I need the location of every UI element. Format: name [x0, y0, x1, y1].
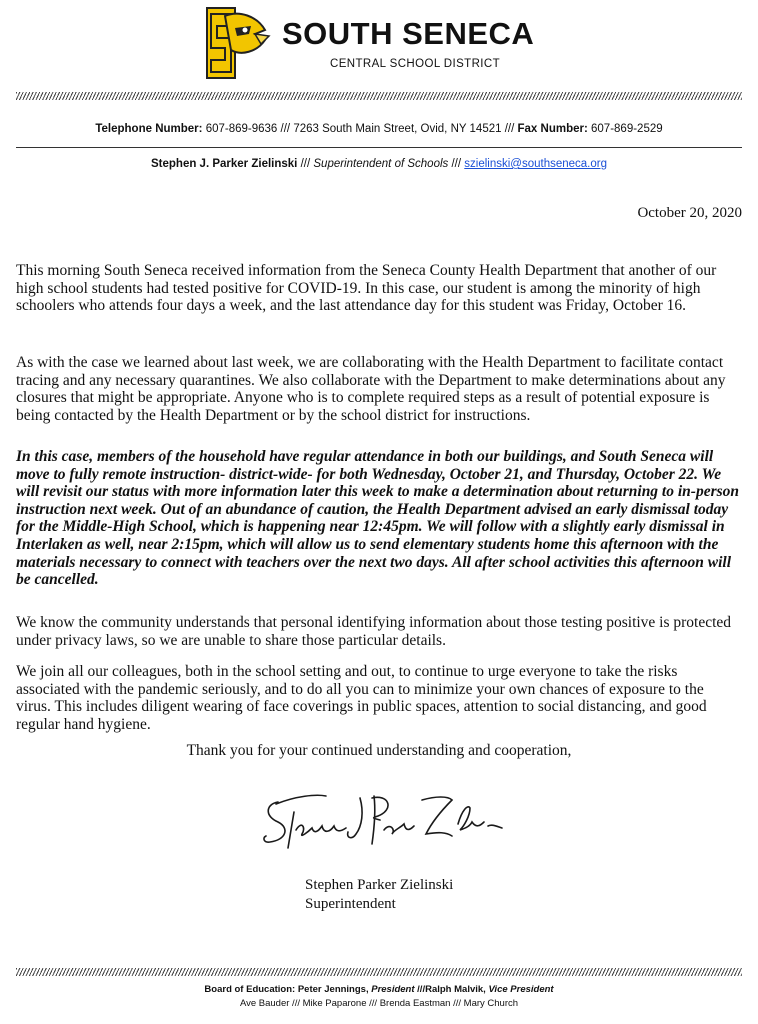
school-logo-icon	[205, 6, 271, 80]
fax-label: Fax Number:	[517, 123, 588, 135]
contact-line	[0, 123, 758, 135]
superintendent-name: Stephen J. Parker Zielinski	[151, 158, 298, 170]
vp-role: Vice President	[488, 984, 554, 995]
separator: ///	[417, 984, 426, 995]
signer-name: Stephen Parker Zielinski	[305, 877, 454, 893]
handwritten-signature	[256, 782, 506, 860]
board-officers-line	[0, 984, 758, 995]
superintendent-title: Superintendent of Schools	[313, 158, 449, 170]
paragraph-3-emphasis: In this case, members of the household have regular attendance in both our buildings, and South Seneca will move to fully remote instruction- district-wide- for both Wednesday, October 21, and Thursday, October 22. We will revisit our status with more information later this week to make a determination about returning to in-person instruction next week. Out of an abundance of caution, the Health Department advised an early dismissal today for the Middle-High School, which is happening near 12:45pm. We will follow with a slightly early dismissal in Interlaken as well, near 2:15pm, which will allow us to send elementary students home this afternoon with the materials necessary to connect with teachers over the next two days. All after school activities this afternoon will be cancelled.	[16, 448, 740, 589]
paragraph-1: This morning South Seneca received information from the Seneca County Health Department that another of our high school students had tested positive for COVID-19. In this case, our student is among the minority of high schoolers who attends four days a week, and the last attendance day for this student was Friday, October 16.	[16, 262, 717, 315]
separator: ///	[280, 123, 291, 135]
address: 7263 South Main Street, Ovid, NY 14521	[293, 123, 502, 135]
phone-label: Telephone Number:	[95, 123, 203, 135]
president-role: President	[371, 984, 415, 995]
superintendent-line	[0, 158, 758, 170]
separator: ///	[504, 123, 515, 135]
president-name: Peter Jennings,	[297, 984, 369, 995]
header-rule	[16, 147, 742, 148]
district-subtitle: CENTRAL SCHOOL DISTRICT	[330, 58, 501, 70]
top-hatched-divider	[16, 92, 742, 100]
signer-title: Superintendent	[305, 896, 396, 912]
board-label: Board of Education:	[204, 984, 296, 995]
paragraph-5: We join all our colleagues, both in the school setting and out, to continue to urge everyone to take the risks associated with the pandemic seriously, and to do all you can to minimize your own chances of exposure to the virus. This includes diligent wearing of face coverings in public spaces, attention to social distancing, and good regular hand hygiene.	[16, 663, 707, 733]
board-members-line: Ave Bauder /// Mike Paparone /// Brenda Eastman /// Mary Church	[239, 998, 519, 1009]
paragraph-2: As with the case we learned about last week, we are collaborating with the Health Department to facilitate contact tracing and any necessary quarantines. We also collaborate with the Department to make determinations about any closures that might be appropriate. Anyone who is to complete required steps as a result of potential exposure is being contacted by the Health Department or by the school district for instructions.	[16, 354, 726, 424]
vp-name: Ralph Malvik,	[425, 984, 486, 995]
paragraph-4: We know the community understands that personal identifying information about those testing positive is protected under privacy laws, so we are unable to share those particular details.	[16, 614, 732, 649]
letter-date: October 20, 2020	[637, 205, 742, 221]
phone-number: 607-869-9636	[205, 123, 278, 135]
separator: ///	[451, 158, 462, 170]
superintendent-email-link[interactable]: szielinski@southseneca.org	[464, 158, 607, 170]
bottom-hatched-divider	[16, 968, 742, 976]
fax-number: 607-869-2529	[591, 123, 663, 135]
separator: ///	[300, 158, 311, 170]
district-name: SOUTH SENECA	[282, 16, 535, 51]
closing-line: Thank you for your continued understanding and cooperation,	[186, 742, 572, 759]
